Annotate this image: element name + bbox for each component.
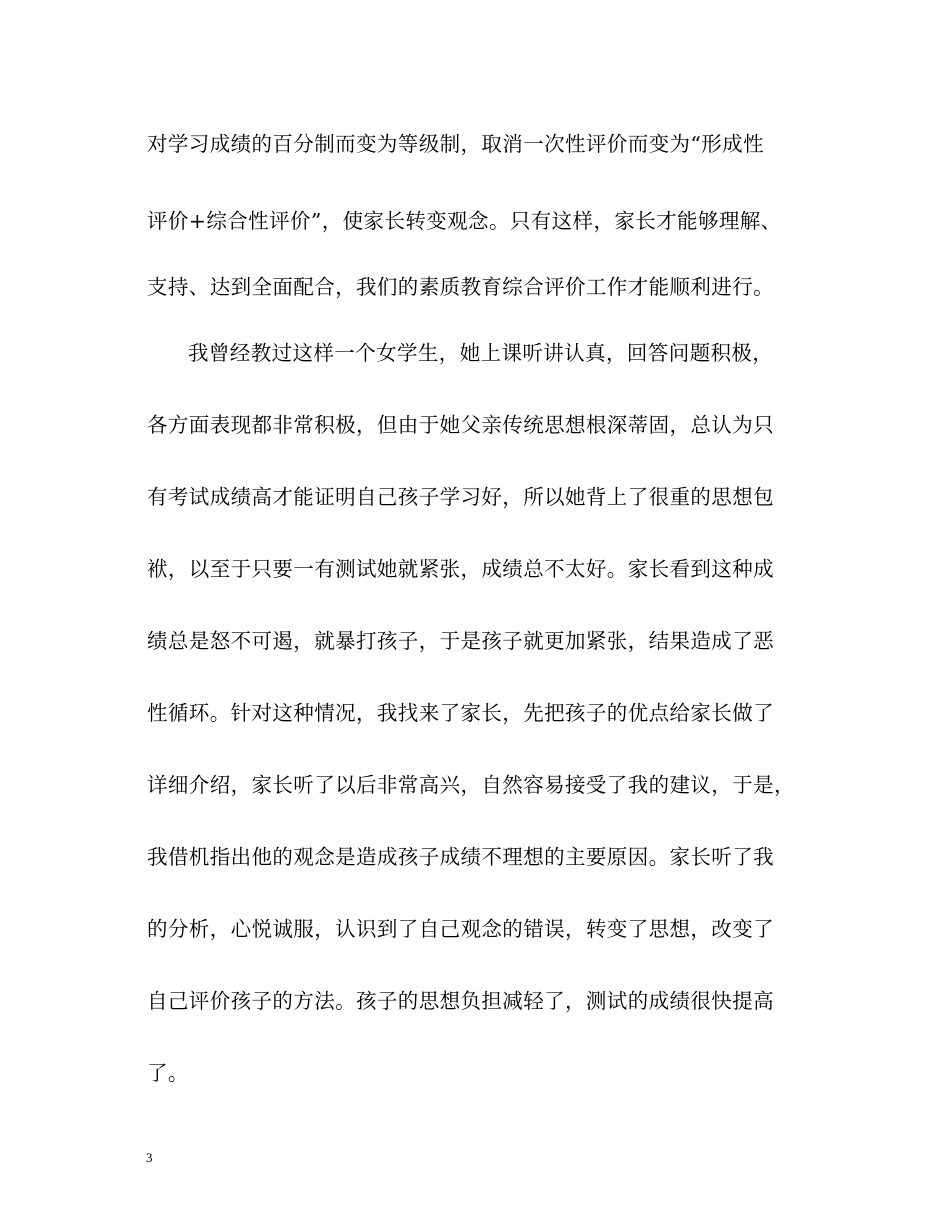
- paragraph-1-line-1: 对学习成绩的百分制而变为等级制，取消一次性评价而变为“形成性: [147, 132, 764, 156]
- paragraph-2-line-7: 详细介绍，家长听了以后非常高兴，自然容易接受了我的建议，于是，: [147, 773, 795, 797]
- paragraph-2-line-10: 自己评价孩子的方法。孩子的思想负担减轻了，测试的成绩很快提高: [147, 989, 774, 1013]
- paragraph-2-line-2: 各方面表现都非常积极，但由于她父亲传统思想根深蒂固，总认为只: [147, 413, 774, 437]
- paragraph-2-line-11: 了。: [147, 1061, 189, 1085]
- paragraph-2-line-6: 性循环。针对这种情况，我找来了家长，先把孩子的优点给家长做了: [147, 701, 774, 725]
- page-number: 3: [146, 1150, 153, 1165]
- paragraph-2-line-9: 的分析，心悦诚服，认识到了自己观念的错误，转变了思想，改变了: [147, 917, 774, 941]
- paragraph-2-line-8: 我借机指出他的观念是造成孩子成绩不理想的主要原因。家长听了我: [147, 845, 774, 869]
- paragraph-2-line-1: 我曾经教过这样一个女学生，她上课听讲认真，回答问题积极，: [188, 341, 774, 365]
- paragraph-1-line-3: 支持、达到全面配合，我们的素质教育综合评价工作才能顺利进行。: [147, 275, 774, 299]
- paragraph-2-line-4: 袱，以至于只要一有测试她就紧张，成绩总不太好。家长看到这种成: [147, 557, 774, 581]
- paragraph-1-line-2: 评价+综合性评价”，使家长转变观念。只有这样，家长才能够理解、: [147, 209, 782, 233]
- paragraph-2-line-3: 有考试成绩高才能证明自己孩子学习好，所以她背上了很重的思想包: [147, 485, 774, 509]
- paragraph-2-line-5: 绩总是怒不可遏，就暴打孩子，于是孩子就更加紧张，结果造成了恶: [147, 629, 774, 653]
